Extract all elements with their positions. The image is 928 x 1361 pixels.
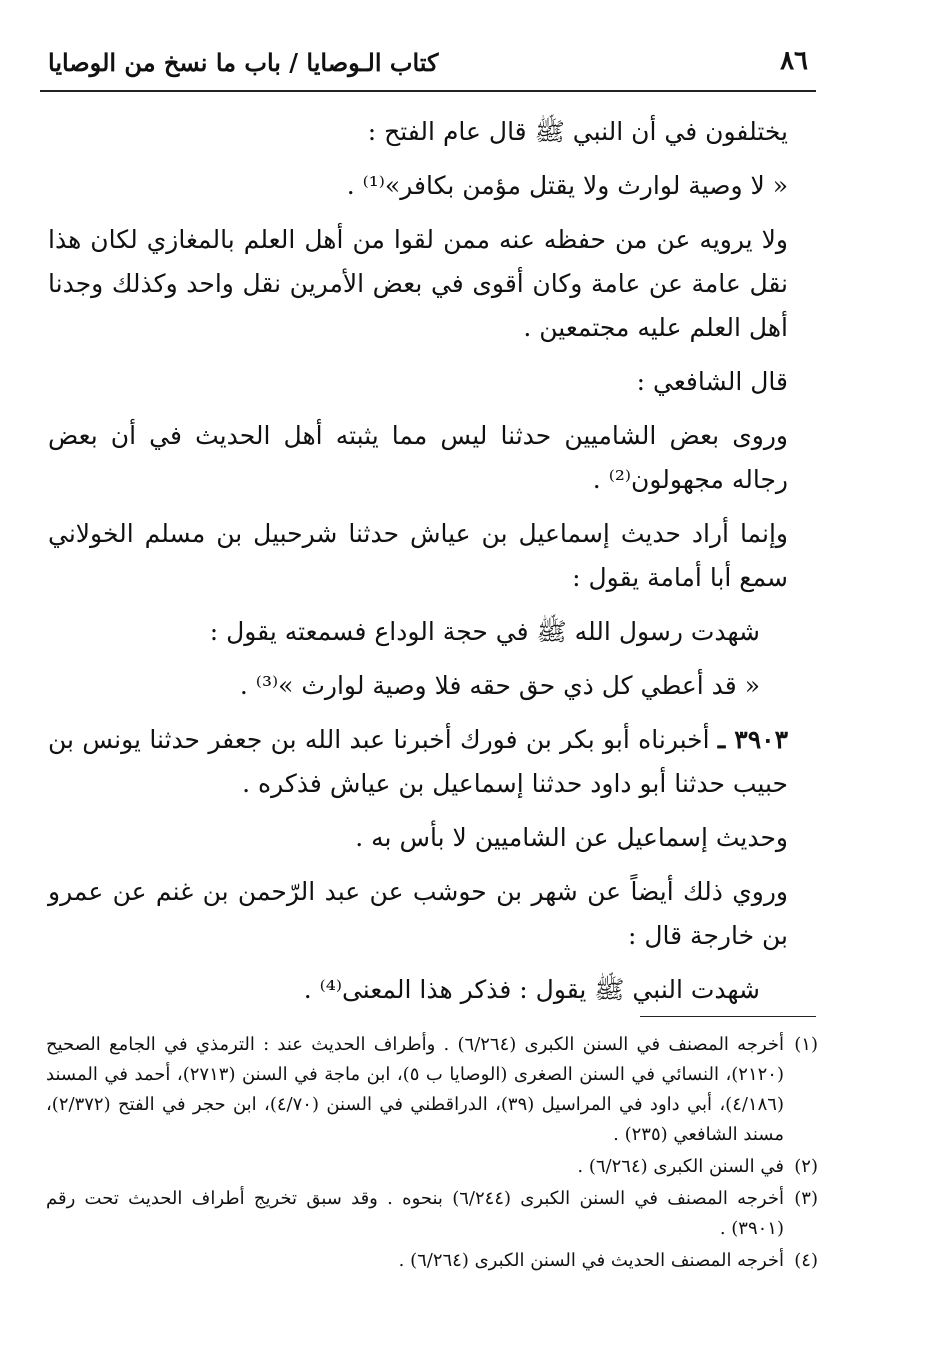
footnote xyxy=(46,1152,818,1182)
hadith-number: ٣٩٠٣ ـ xyxy=(717,725,789,754)
footnote-number: (٤) xyxy=(794,1250,818,1271)
footnote xyxy=(46,1246,818,1276)
paragraph: ولا يرويه عن من حفظه عنه ممن لقوا من أهل العلم بالمغازي لكان هذا نقل عامة عن عامة وكان أقوى في بعض الأمرين نقل واحد وكذلك وجدنا أهل العلم عليه مجتمعين . xyxy=(48,225,788,342)
footnote-number: (١) xyxy=(794,1034,818,1055)
footnote-number: (٢) xyxy=(794,1156,818,1177)
paragraph: وإنما أراد حديث إسماعيل بن عياش حدثنا شرحبيل بن مسلم الخولاني سمع أبا أمامة يقول : xyxy=(48,519,788,592)
page-number: ٨٦ xyxy=(780,46,808,76)
footnote-number: (٣) xyxy=(794,1188,818,1209)
footnote xyxy=(46,1184,818,1244)
footnote-text: أخرجه المصنف الحديث في السنن الكبرى (٦/٢٦٤) . xyxy=(398,1250,784,1271)
footnotes xyxy=(46,1030,818,1278)
footnote-text: أخرجه المصنف في السنن الكبرى (٦/٢٦٤) . وأطراف الحديث عند : الترمذي في الجامع الصحيح (٢١٢٠)، النسائي في السنن الصغرى (الوصايا ب ٥)، ابن ماجة في السنن (٢٧١٣)، أحمد في المسند (٤/١٨٦)، أبي داود في المراسيل (٣٩)، الدراقطني في السنن (٤/٧٠)، ابن حجر في الفتح (٢/٣٧٢)، مسند الشافعي (٢٣٥) . xyxy=(46,1034,784,1145)
page-header xyxy=(40,46,816,92)
paragraph: يختلفون في أن النبي ﷺ قال عام الفتح : xyxy=(367,117,788,146)
paragraph: شهدت النبي ﷺ يقول : فذكر هذا المعنى⁽⁴⁾ . xyxy=(303,975,760,1004)
paragraph: قال الشافعي : xyxy=(636,367,788,396)
footnote-separator xyxy=(640,1016,816,1017)
footnote-text: في السنن الكبرى (٦/٢٦٤) . xyxy=(577,1156,784,1177)
running-title: كتاب الـوصايا / باب ما نسخ من الوصايا xyxy=(48,48,439,77)
paragraph: « لا وصية لوارث ولا يقتل مؤمن بكافر»⁽¹⁾ . xyxy=(346,171,788,200)
paragraph: شهدت رسول الله ﷺ في حجة الوداع فسمعته يقول : xyxy=(209,617,760,646)
hadith-paragraph: ٣٩٠٣ ـ أخبرناه أبو بكر بن فورك أخبرنا عبد الله بن جعفر حدثنا يونس بن حبيب حدثنا أبو داود حدثنا إسماعيل بن عياش فذكره . xyxy=(48,725,789,798)
main-text xyxy=(48,110,810,1022)
paragraph: وروي ذلك أيضاً عن شهر بن حوشب عن عبد الرّحمن بن غنم عن عمرو بن خارجة قال : xyxy=(48,877,788,950)
footnote-text: أخرجه المصنف في السنن الكبرى (٦/٢٤٤) بنحوه . وقد سبق تخريج أطراف الحديث تحت رقم (٣٩٠١) . xyxy=(46,1188,784,1239)
footnote xyxy=(46,1030,818,1150)
paragraph: « قد أعطي كل ذي حق حقه فلا وصية لوارث »⁽³⁾ . xyxy=(239,671,760,700)
paragraph: وحديث إسماعيل عن الشاميين لا بأس به . xyxy=(355,823,788,852)
paragraph: وروى بعض الشاميين حدثنا ليس مما يثبته أهل الحديث في أن بعض رجاله مجهولون⁽²⁾ . xyxy=(48,421,788,494)
